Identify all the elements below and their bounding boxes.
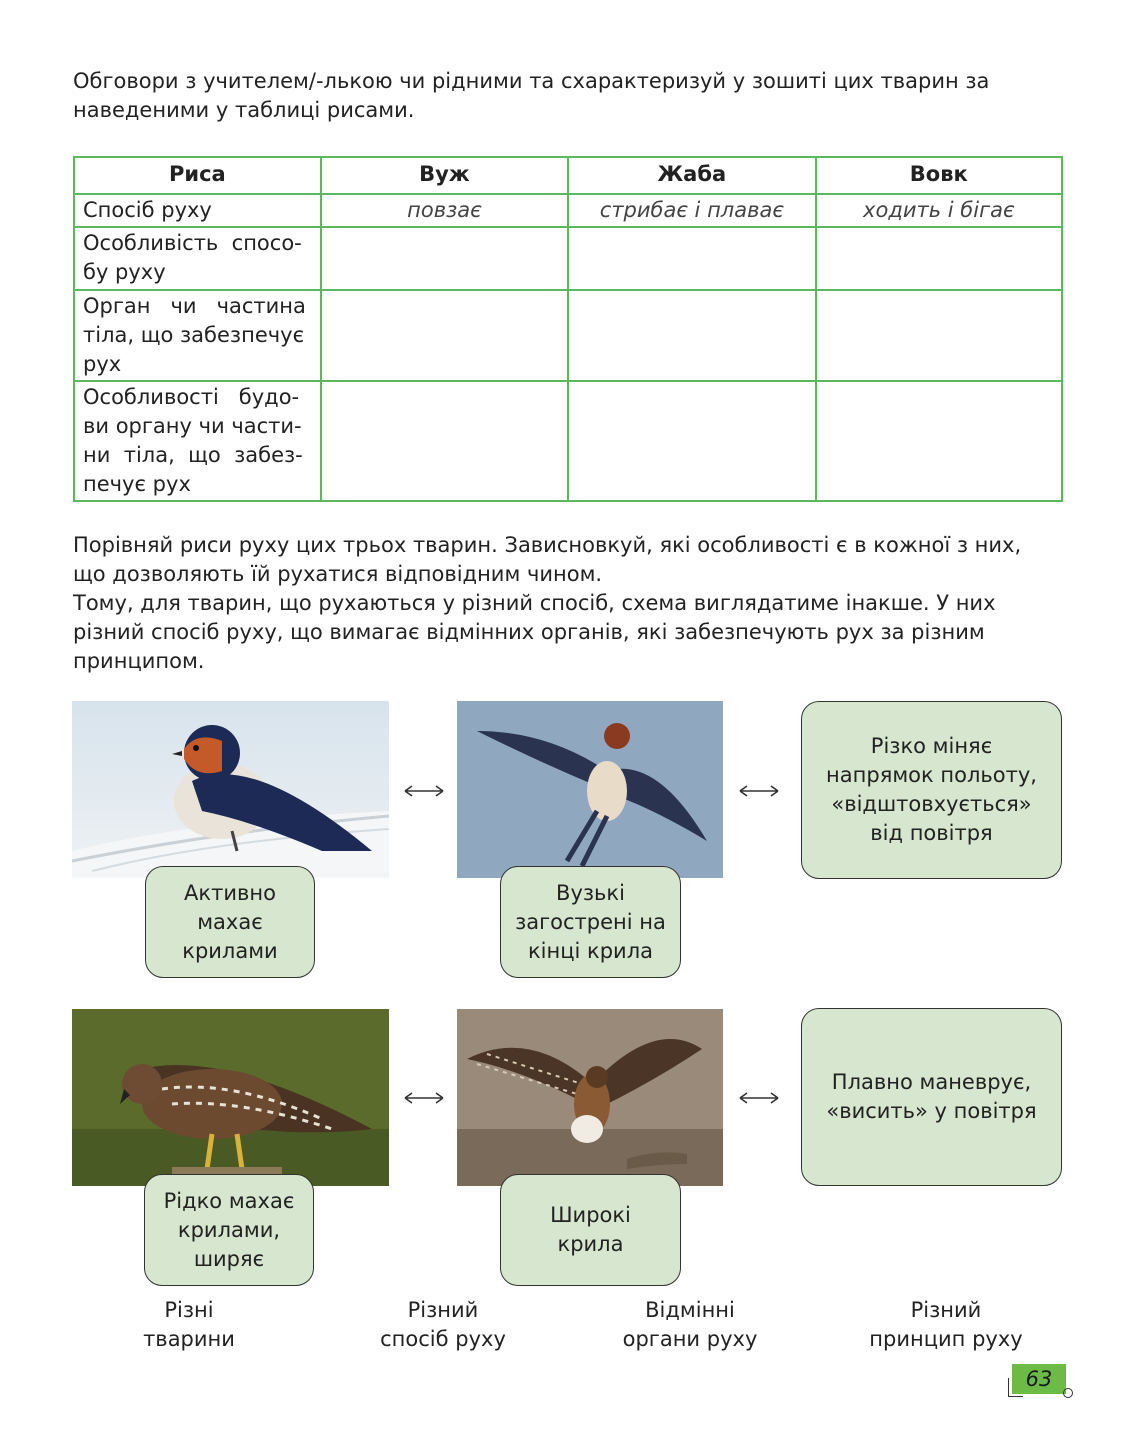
header-wolf: Вовк [816, 157, 1062, 194]
caption-line: тварини [143, 1327, 235, 1351]
bubble-line: Плавно маневрує, [831, 1070, 1032, 1094]
swallow-flying-photo [457, 701, 723, 878]
caption-line: органи руху [622, 1327, 758, 1351]
caption-line: Різний [910, 1298, 982, 1322]
double-arrow-icon [403, 783, 445, 797]
row-trait: Спосіб руху [74, 194, 321, 227]
bubble-line: «відштовхується» [831, 792, 1032, 816]
swallow-perched-photo [72, 701, 389, 878]
page-circle-icon [1063, 1388, 1073, 1398]
bubble-line: кінці крила [527, 938, 653, 963]
bubble-line: «висить» у повітря [826, 1099, 1037, 1123]
bubble-line: Активно [184, 880, 276, 905]
table-cell [321, 290, 568, 381]
caption-line: Різні [164, 1298, 214, 1322]
table-cell [321, 381, 568, 501]
row-trait: Орган чи частина тіла, що забезпечує рух [74, 290, 321, 381]
intro-paragraph [73, 67, 1062, 125]
compare-line-1: Порівняй риси руху цих трьох тварин. Зависновкуй, які особливості є в кожної з них, [73, 533, 1022, 557]
caption-organs [590, 1296, 790, 1354]
table-cell [816, 227, 1062, 290]
table-cell [568, 381, 815, 501]
caption-line: принцип руху [869, 1327, 1023, 1351]
caption-line: Різний [407, 1298, 479, 1322]
compare-line-4: різний спосіб руху, що вимагає відмінних органів, які забезпечують рух за різним [73, 620, 985, 644]
table-cell [816, 381, 1062, 501]
table-row [74, 194, 1062, 227]
table-cell: ходить і бігає [816, 194, 1062, 227]
double-arrow-icon [403, 1090, 445, 1104]
bubble-line: крилами [182, 938, 278, 963]
header-snake: Вуж [321, 157, 568, 194]
page-number: 63 [1012, 1364, 1066, 1394]
compare-paragraph [73, 531, 1062, 676]
table-cell [816, 290, 1062, 381]
bubble-line: крилами, [177, 1217, 281, 1242]
compare-line-5: принципом. [73, 649, 205, 673]
table-row [74, 227, 1062, 290]
bubble-line: махає [197, 909, 263, 934]
bubble-line: Вузькі [556, 880, 625, 905]
table-cell: повзає [321, 194, 568, 227]
table-cell [568, 227, 815, 290]
hawk-perched-photo [72, 1009, 389, 1186]
caption-line: спосіб руху [380, 1327, 506, 1351]
table-header-row [74, 157, 1062, 194]
bubble-line: напрямок польоту, [826, 763, 1037, 787]
hawk-flying-photo [457, 1009, 723, 1186]
header-frog: Жаба [568, 157, 815, 194]
organ-bubble-2 [500, 1174, 681, 1286]
intro-line-2: наведеними у таблиці рисами. [73, 98, 415, 122]
caption-line: Відмінні [645, 1298, 735, 1322]
table-cell [321, 227, 568, 290]
principle-bubble-2 [801, 1008, 1062, 1186]
bubble-line: Різко міняє [870, 734, 993, 758]
caption-animals [89, 1296, 289, 1354]
caption-motion [343, 1296, 543, 1354]
bubble-line: загострені на [515, 909, 666, 934]
table-cell: стрибає і плаває [568, 194, 815, 227]
row-trait: Особливість спосо- бу руху [74, 227, 321, 290]
motion-bubble-1 [145, 866, 315, 978]
traits-table [73, 156, 1063, 502]
bubble-line: Рідко махає [163, 1188, 295, 1213]
organ-bubble-1 [500, 866, 681, 978]
compare-line-2: що дозволяють їй рухатися відповідним чином. [73, 562, 603, 586]
intro-line-1: Обговори з учителем/-лькою чи рідними та схарактеризуй у зошиті цих тварин за [73, 69, 990, 93]
bubble-line: від повітря [870, 821, 993, 845]
principle-bubble-1 [801, 701, 1062, 879]
double-arrow-icon [738, 1090, 780, 1104]
bubble-line: крила [557, 1232, 624, 1256]
header-trait: Риса [74, 157, 321, 194]
compare-line-3: Тому, для тварин, що рухаються у різний спосіб, схема виглядатиме інакше. У них [73, 591, 996, 615]
table-row [74, 290, 1062, 381]
bubble-line: Широкі [550, 1203, 631, 1227]
table-row [74, 381, 1062, 501]
double-arrow-icon [738, 783, 780, 797]
table-cell [568, 290, 815, 381]
bubble-line: ширяє [193, 1246, 265, 1271]
caption-principle [846, 1296, 1046, 1354]
row-trait: Особливості будо- ви органу чи части- ни тіла, що забез- печує рух [74, 381, 321, 501]
motion-bubble-2 [144, 1174, 314, 1286]
